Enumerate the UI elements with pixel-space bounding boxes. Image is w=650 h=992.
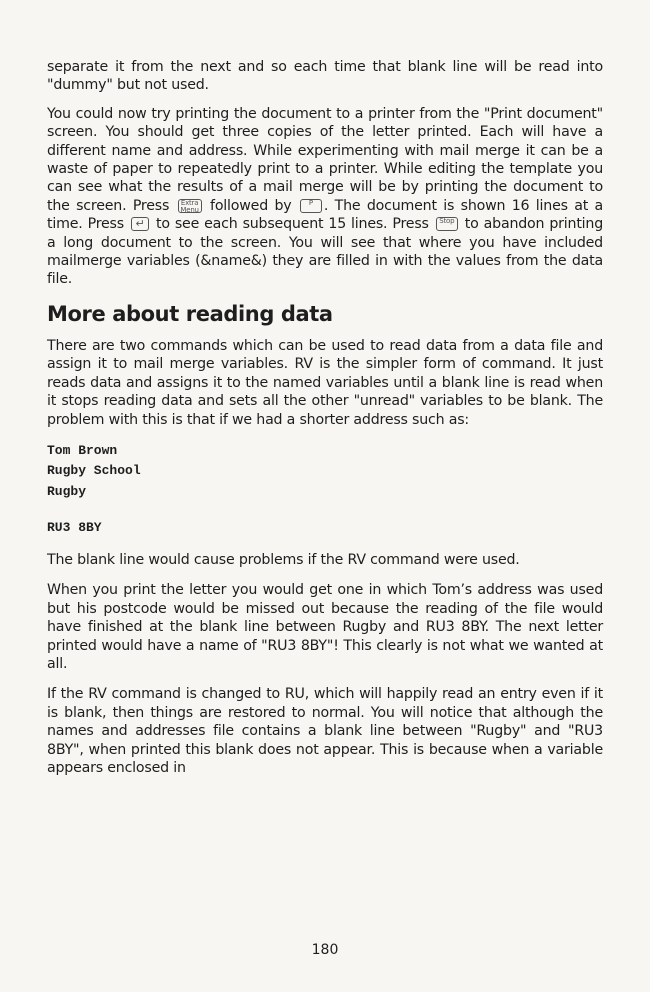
extra-menu-key-icon: Extra Menu <box>178 199 202 213</box>
paragraph-2-c: . The document is shown 16 lines at a time. Press <box>47 197 604 233</box>
paragraph-2-a: You could now try printing the document to a printer from the "Print document" screen. You should get three copies of the letter printed. Each will have a different name and address. While experimenting with mail merge it can be a waste of paper to repeatedly print to a printer. While editing the template you can see what the results of a mail merge will be by printing the document to the screen. Press <box>47 105 603 214</box>
address-code-block <box>47 441 603 539</box>
paragraph-2-e: to abandon printing a long document to the screen. You will see that where you have included mailmerge variables (&name&) they are filled in with the values from the data file. <box>47 216 604 288</box>
paragraph-2-d: to see each subsequent 15 lines. Press <box>156 216 429 233</box>
code-line-school: Rugby School <box>47 463 141 479</box>
code-line-town: Rugby <box>47 483 87 499</box>
paragraph-5: When you print the letter you would get one in which Tom’s address was used but his postcode would be missed out because the reading of the file would have finished at the blank line between Rugby and RU3 8BY. The next letter printed would have a name of "RU3 8BY"! This clearly is not what we wanted at all. <box>47 582 603 672</box>
return-key-icon: ↵ <box>131 217 149 231</box>
paragraph-2 <box>47 105 603 289</box>
paragraph-4: The blank line would cause problems if the RV command were used. <box>47 551 520 568</box>
code-line-name: Tom Brown <box>47 442 118 458</box>
paragraph-1: separate it from the next and so each time that blank line will be read into "dummy" but not used. <box>47 59 603 94</box>
document-page <box>47 58 603 789</box>
paragraph-3: There are two commands which can be used to read data from a data file and assign it to mail merge variables. RV is the simpler form of command. It just reads data and assigns it to the named variables until a blank line is read when it stops reading data and sets all the other "unread" variables to be blank. The problem with this is that if we had a shorter address such as: <box>47 337 603 428</box>
paragraph-6: If the RV command is changed to RU, which will happily read an entry even if it is blank, then things are restored to normal. You will notice that although the names and addresses file contains a blank line between "Rugby" and "RU3 8BY", when printed this blank does not appear. This is because when a variable appears enclosed in <box>47 686 603 776</box>
section-heading: More about reading data <box>47 301 333 326</box>
code-line-postcode: RU3 8BY <box>47 520 102 536</box>
p-key-icon: P <box>300 199 322 213</box>
paragraph-2-b: followed by <box>210 197 292 214</box>
page-number: 180 <box>311 942 339 958</box>
stop-key-icon: Stop <box>436 217 458 231</box>
